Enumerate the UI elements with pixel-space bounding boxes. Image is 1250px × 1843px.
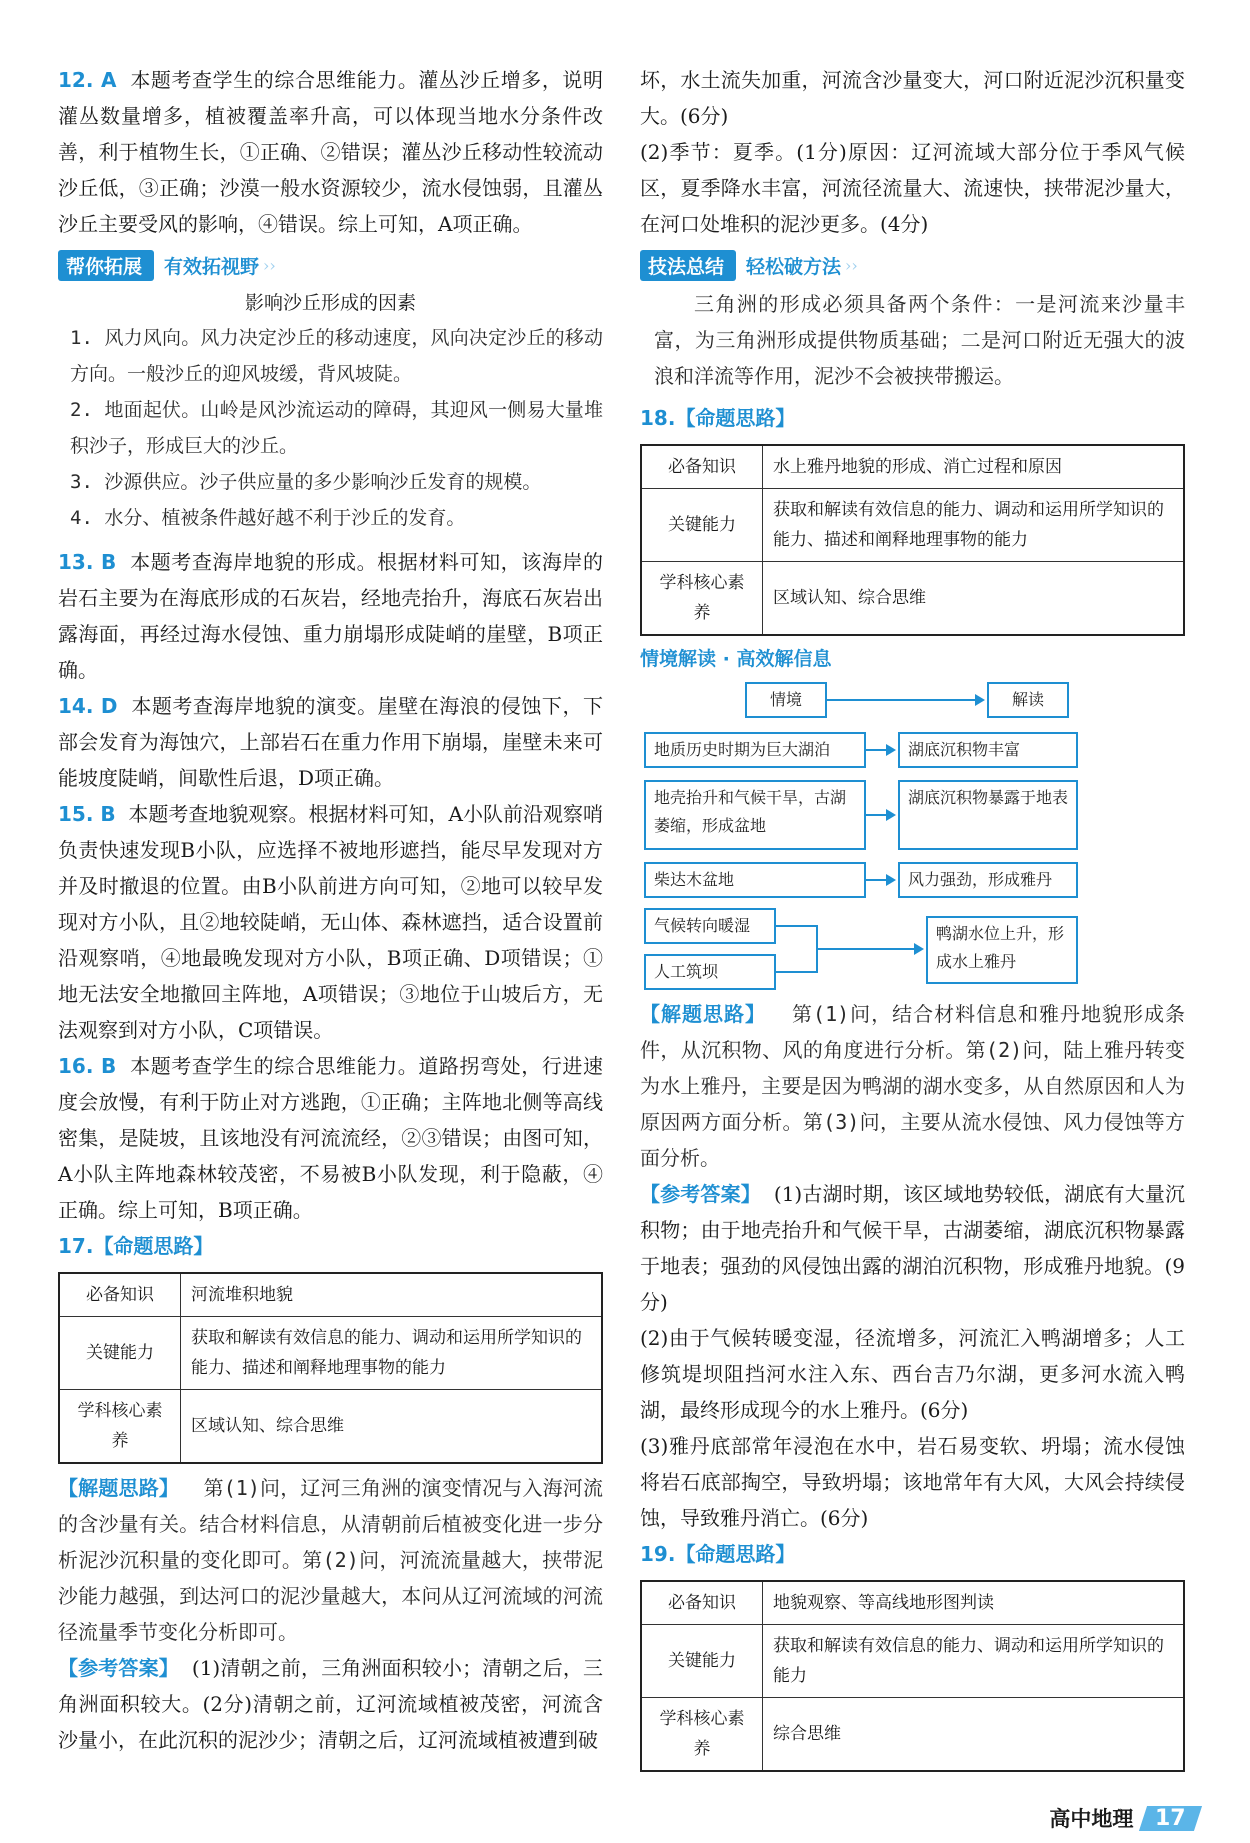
answer-16: [58, 1048, 603, 1228]
analysis-18: [640, 996, 1185, 1176]
table-value: 获取和解读有效信息的能力、调动和运用所学知识的能力、描述和阐释地理事物的能力: [763, 489, 1185, 562]
answer-text: (1)古湖时期，该区域地势较低，湖底有大量沉积物；由于地壳抬升和气候干旱，古湖萎缩，湖底沉积物暴露于地表；强劲的风侵蚀出露的湖泊沉积物，形成雅丹地貌。(9分): [640, 1182, 1185, 1314]
flow-connector: [776, 971, 818, 973]
page-number: [1139, 1806, 1202, 1831]
section-tag: 【参考答案】: [58, 1656, 179, 1680]
page-number-text: 17: [1155, 1805, 1186, 1831]
answer-12: [58, 62, 603, 242]
table-value: 河流堆积地貌: [181, 1273, 603, 1317]
table-value: 水上雅丹地貌的形成、消亡过程和原因: [763, 445, 1185, 489]
answer-text: 本题考查地貌观察。根据材料可知，A小队前沿观察哨负责快速发现B小队，应选择不被地形遮挡，能尽早发现对方并及时撤退的位置。由B小队前进方向可知，②地可以较早发现对方小队，且②地较陡峭，无山体、森林遮挡，适合设置前沿观察哨，④地最晚发现对方小队，B项正确、D项错误；①地无法安全地撤回主阵地，A项错误；③地位于山坡后方，无法观察到对方小队，C项错误。: [58, 802, 603, 1042]
answer-key-17: [58, 1650, 603, 1758]
question-number: 15. B: [58, 802, 116, 826]
table-value: 综合思维: [763, 1698, 1185, 1772]
answer-18-part3: (3)雅丹底部常年浸泡在水中，岩石易变软、坍塌；流水侵蚀将岩石底部掏空，导致坍塌；该地常年有大风，大风会持续侵蚀，导致雅丹消亡。(6分): [640, 1434, 1185, 1530]
flow-head-interpretation: 解读: [987, 682, 1069, 718]
flow-interpretation-4: 鸭湖水位上升，形成水上雅丹: [926, 916, 1078, 984]
question-number: 12. A: [58, 68, 117, 92]
analysis-text: 第(1)问，结合材料信息和雅丹地貌形成条件，从沉积物、风的角度进行分析。第(2)问，陆上雅丹转变为水上雅丹，主要是因为鸭湖的湖水变多，从自然原因和人为原因两方面分析。第(3)问，主要从流水侵蚀、风力侵蚀等方面分析。: [640, 1002, 1186, 1170]
answer-text: (1)清朝之前，三角洲面积较小；清朝之后，三角洲面积较大。(2分)清朝之前，辽河流域植被茂密，河流含沙量小，在此沉积的泥沙少；清朝之后，辽河流域植被遭到破: [58, 1656, 603, 1752]
arrow-right-icon: [914, 943, 924, 955]
method-tip: 三角洲的形成必须具备两个条件：一是河流来沙量丰富，为三角洲形成提供物质基础；二是河口附近无强大的波浪和洋流等作用，泥沙不会被挟带搬运。: [654, 292, 1185, 388]
arrow-right-icon: [886, 874, 896, 886]
answer-text: 本题考查海岸地貌的演变。崖壁在海浪的侵蚀下，下部会发育为海蚀穴，上部岩石在重力作用下崩塌，崖壁未来可能坡度陡峭，间歇性后退，D项正确。: [58, 694, 603, 790]
flow-connector: [816, 948, 916, 950]
flow-context-2: 地壳抬升和气候干旱，古湖萎缩，形成盆地: [644, 780, 866, 850]
table-key: 必备知识: [59, 1273, 181, 1317]
right-column: [640, 62, 1185, 1778]
flow-connector: [776, 925, 818, 927]
answer-key-18: [640, 1176, 1185, 1320]
extension-banner: [58, 248, 603, 282]
flow-interpretation-2: 湖底沉积物暴露于地表: [898, 780, 1078, 850]
table-key: 关键能力: [59, 1317, 181, 1390]
page-footer: [1049, 1803, 1198, 1833]
banner-subtitle: 有效拓视野: [164, 255, 260, 278]
question-number: 19.: [640, 1542, 676, 1566]
table-row: [59, 1317, 602, 1390]
flow-context-1: 地质历史时期为巨大湖泊: [644, 732, 866, 768]
answer-15: [58, 796, 603, 1048]
extension-title: 影响沙丘形成的因素: [244, 292, 416, 314]
arrow-right-icon: [886, 744, 896, 756]
table-key: 学科核心素养: [641, 1698, 763, 1772]
proposition-table: [58, 1272, 603, 1464]
question-number: 16. B: [58, 1054, 117, 1078]
section-tag: 【解题思路】: [640, 1002, 766, 1026]
context-flowchart: [640, 680, 1185, 990]
flow-connector: [866, 749, 888, 751]
table-value: 区域认知、综合思维: [763, 562, 1185, 636]
flow-connector: [866, 879, 888, 881]
section-tag: 【命题思路】: [93, 1234, 214, 1258]
proposition-table: [640, 444, 1185, 636]
method-banner: [640, 248, 1185, 282]
answer-17-header: [58, 1228, 603, 1264]
arrow-right-icon: [975, 694, 985, 706]
banner-label: 帮你拓展: [58, 250, 154, 281]
flow-interpretation-1: 湖底沉积物丰富: [898, 732, 1078, 768]
question-number: 14. D: [58, 694, 118, 718]
table-value: 获取和解读有效信息的能力、调动和运用所学知识的能力: [763, 1625, 1185, 1698]
arrow-right-icon: [886, 809, 896, 821]
table-value: 获取和解读有效信息的能力、调动和运用所学知识的能力、描述和阐释地理事物的能力: [181, 1317, 603, 1390]
flow-head-context: 情境: [745, 682, 827, 718]
table-row: [641, 562, 1184, 636]
question-number: 13. B: [58, 550, 117, 574]
question-number: 18.: [640, 406, 676, 430]
flow-connector: [827, 699, 977, 701]
table-row: [641, 1698, 1184, 1772]
chevron-right-icon: ››: [263, 255, 276, 275]
section-tag: 【参考答案】: [640, 1182, 761, 1206]
answer-18-part2: (2)由于气候转暖变湿，径流增多，河流汇入鸭湖增多；人工修筑堤坝阻挡河水注入东、西台吉乃尔湖，更多河水流入鸭湖，最终形成现今的水上雅丹。(6分): [640, 1326, 1185, 1422]
table-key: 学科核心素养: [641, 562, 763, 636]
table-row: [641, 1581, 1184, 1625]
flow-context-4: 气候转向暖湿: [644, 908, 776, 944]
extension-box: [58, 286, 603, 536]
extension-item: 4. 水分、植被条件越好越不利于沙丘的发育。: [70, 507, 466, 529]
extension-item: 2. 地面起伏。山岭是风沙流运动的障碍，其迎风一侧易大量堆积沙子，形成巨大的沙丘。: [70, 399, 603, 457]
answer-17-part2: (2)季节：夏季。(1分)原因：辽河流域大部分位于季风气候区，夏季降水丰富，河流径流量大、流速快，挟带泥沙量大，在河口处堆积的泥沙更多。(4分): [640, 140, 1185, 236]
answer-14: [58, 688, 603, 796]
answer-19-header: [640, 1536, 1185, 1572]
answer-13: [58, 544, 603, 688]
proposition-table: [640, 1580, 1185, 1772]
flow-interpretation-3: 风力强劲，形成雅丹: [898, 862, 1078, 898]
answer-18-header: [640, 400, 1185, 436]
left-column: [58, 62, 603, 1758]
table-value: 地貌观察、等高线地形图判读: [763, 1581, 1185, 1625]
subject-label: 高中地理: [1049, 1807, 1134, 1831]
table-key: 必备知识: [641, 1581, 763, 1625]
table-row: [641, 1625, 1184, 1698]
table-row: [641, 445, 1184, 489]
table-key: 学科核心素养: [59, 1390, 181, 1464]
flow-context-3: 柴达木盆地: [644, 862, 866, 898]
analysis-text: 第(1)问，辽河三角洲的演变情况与入海河流的含沙量有关。结合材料信息，从清朝前后植被变化进一步分析泥沙沉积量的变化即可。第(2)问，河流流量越大，挟带泥沙能力越强，到达河口的泥沙量越大，本问从辽河流域的河流径流量季节变化分析即可。: [58, 1476, 603, 1644]
banner-label: 技法总结: [640, 250, 736, 281]
section-tag: 【解题思路】: [58, 1476, 180, 1500]
extension-item: 3. 沙源供应。沙子供应量的多少影响沙丘发育的规模。: [70, 471, 542, 493]
flow-context-5: 人工筑坝: [644, 954, 776, 990]
table-key: 关键能力: [641, 489, 763, 562]
extension-item: 1. 风力风向。风力决定沙丘的移动速度，风向决定沙丘的移动方向。一般沙丘的迎风坡缓，背风坡陡。: [70, 327, 603, 385]
answer-text: 本题考查学生的综合思维能力。道路拐弯处，行进速度会放慢，有利于防止对方逃跑，①正确；主阵地北侧等高线密集，是陡坡，且该地没有河流流经，②③错误；由图可知，A小队主阵地森林较茂密，不易被B小队发现，利于隐蔽，④正确。综上可知，B项正确。: [58, 1054, 604, 1222]
analysis-17: [58, 1470, 603, 1650]
context-subtitle: 情境解读 · 高效解信息: [640, 648, 832, 670]
answer-17-continued: 坏，水土流失加重，河流含沙量变大，河口附近泥沙沉积量变大。(6分): [640, 68, 1185, 128]
question-number: 17.: [58, 1234, 94, 1258]
answer-text: 本题考查学生的综合思维能力。灌丛沙丘增多，说明灌丛数量增多，植被覆盖率升高，可以体现当地水分条件改善，利于植物生长，①正确、②错误；灌丛沙丘移动性较流动沙丘低，③正确；沙漠一般水资源较少，流水侵蚀弱，且灌丛沙丘主要受风的影响，④错误。综上可知，A项正确。: [58, 68, 604, 236]
table-row: [641, 489, 1184, 562]
flow-connector: [866, 814, 888, 816]
chevron-right-icon: ››: [845, 255, 858, 275]
table-value: 区域认知、综合思维: [181, 1390, 603, 1464]
table-row: [59, 1390, 602, 1464]
table-key: 关键能力: [641, 1625, 763, 1698]
section-tag: 【命题思路】: [675, 1542, 796, 1566]
banner-subtitle: 轻松破方法: [746, 255, 842, 278]
answer-text: 本题考查海岸地貌的形成。根据材料可知，该海岸的岩石主要为在海底形成的石灰岩，经地壳抬升，海底石灰岩出露海面，再经过海水侵蚀、重力崩塌形成陡峭的崖壁，B项正确。: [58, 550, 604, 682]
table-row: [59, 1273, 602, 1317]
table-key: 必备知识: [641, 445, 763, 489]
section-tag: 【命题思路】: [675, 406, 796, 430]
